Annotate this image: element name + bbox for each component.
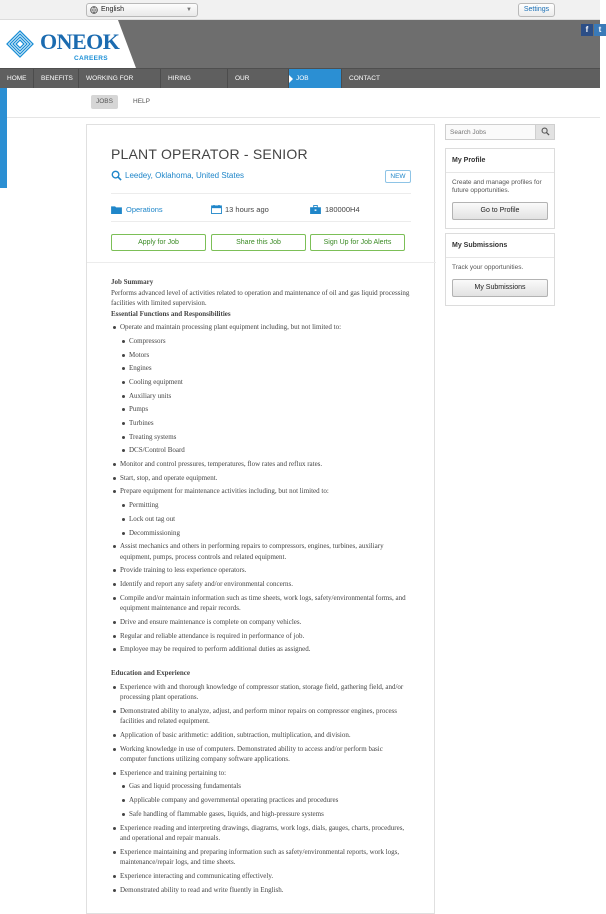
list-item: Experience interacting and communicating effectively. <box>111 871 411 882</box>
divider <box>111 221 411 222</box>
summary-heading: Job Summary <box>111 278 154 286</box>
profile-panel-text: Create and manage profiles for future opportunities. <box>452 179 542 194</box>
search-button[interactable] <box>535 125 554 139</box>
list-item: Experience reading and interpreting drawings, diagrams, work logs, dials, gauges, charts, procedures, and operational and repair manuals. <box>111 823 411 844</box>
list-item: Demonstrated ability to analyze, adjust, and perform minor repairs on compressor engines, process facilities and related equipment. <box>111 706 411 727</box>
maintenance-sublist <box>111 500 411 538</box>
language-select[interactable] <box>86 3 198 17</box>
nav-item-our[interactable] <box>228 69 289 89</box>
language-value: English <box>101 6 124 13</box>
nav-label: CONTACT <box>349 75 380 82</box>
list-item: Gas and liquid processing fundamentals <box>120 781 411 792</box>
nav-label: HIRING <box>168 75 191 82</box>
go-to-profile-button[interactable]: Go to Profile <box>452 202 548 220</box>
new-badge: NEW <box>385 170 411 183</box>
list-item: Auxiliary units <box>120 391 411 402</box>
brand-subtitle: CAREERS <box>74 55 108 62</box>
nav-item-benefits[interactable] <box>34 69 79 89</box>
job-description <box>111 277 411 895</box>
list-item: Decommissioning <box>120 528 411 539</box>
list-item: Operate and maintain processing plant equipment including, but not limited to: <box>111 322 411 333</box>
list-item: Lock out tag out <box>120 514 411 525</box>
equipment-sublist <box>111 336 411 456</box>
list-item: Permitting <box>120 500 411 511</box>
settings-button[interactable]: Settings <box>518 3 555 17</box>
main-nav <box>0 68 600 88</box>
spacer <box>111 655 411 668</box>
submissions-panel <box>445 233 555 306</box>
list-item: Start, stop, and operate equipment. <box>111 473 411 484</box>
nav-item-hiring[interactable] <box>161 69 228 89</box>
nav-item-contact[interactable] <box>342 69 402 89</box>
divider <box>111 193 411 194</box>
list-item: Cooling equipment <box>120 377 411 388</box>
list-item: Compile and/or maintain information such as time sheets, work logs, safety/environmental forms, and equipment maintenance and repair records. <box>111 593 411 614</box>
list-item: Prepare equipment for maintenance activities including, but not limited to: <box>111 486 411 497</box>
list-item: Drive and ensure maintenance is complete on company vehicles. <box>111 617 411 628</box>
list-item: Demonstrated ability to read and write fluently in English. <box>111 885 411 896</box>
list-item: Experience maintaining and preparing information such as safety/environmental reports, work logs, maintenance/repair logs, and time sheets. <box>111 847 411 868</box>
list-item: Experience with and thorough knowledge of compressor station, storage field, gathering field, and/or processing plant operations. <box>111 682 411 703</box>
calendar-icon <box>211 205 222 214</box>
list-item: Working knowledge in use of computers. Demonstrated ability to access and/or perform basic computer functions utilizing company software applications. <box>111 744 411 765</box>
list-item: Safe handling of flammable gases, liquids, and high-pressure systems <box>120 809 411 820</box>
search-box <box>445 124 555 140</box>
list-item: Provide training to less experience operators. <box>111 565 411 576</box>
posted-time: 13 hours ago <box>225 205 269 214</box>
nav-item-home[interactable] <box>0 69 34 89</box>
twitter-icon[interactable]: t <box>594 24 606 36</box>
list-item: Employee may be required to perform additional duties as assigned. <box>111 644 411 655</box>
divider <box>87 262 436 263</box>
education-heading: Education and Experience <box>111 668 190 677</box>
nav-label: HOME <box>7 75 27 82</box>
folder-icon <box>111 205 122 214</box>
side-accent-bar <box>0 88 7 188</box>
list-item: Engines <box>120 363 411 374</box>
education-list-cont <box>111 823 411 896</box>
list-item: Identify and report any safety and/or environmental concerns. <box>111 579 411 590</box>
essential-heading: Essential Functions and Responsibilities <box>111 309 231 318</box>
job-title: PLANT OPERATOR - SENIOR <box>111 146 308 162</box>
list-item: Assist mechanics and others in performing repairs to compressors, engines, turbines, auxiliary equipment, pumps, process controls and related equipment. <box>111 541 411 562</box>
job-alerts-button[interactable]: Sign Up for Job Alerts <box>310 234 405 251</box>
nav-item-working-for[interactable] <box>79 69 161 89</box>
profile-panel <box>445 148 555 229</box>
search-location-icon <box>111 170 122 181</box>
subnav-jobs[interactable]: JOBS <box>91 95 118 109</box>
list-item: Pumps <box>120 404 411 415</box>
share-button[interactable]: Share this Job <box>211 234 306 251</box>
nav-label: JOB <box>296 75 309 82</box>
chevron-down-icon: ▼ <box>186 7 192 13</box>
profile-panel-title: My Profile <box>446 149 554 173</box>
list-item: Treating systems <box>120 432 411 443</box>
globe-icon <box>90 6 98 14</box>
facebook-icon[interactable]: f <box>581 24 593 36</box>
submissions-panel-title: My Submissions <box>446 234 554 258</box>
submissions-panel-text: Track your opportunities. <box>452 264 524 271</box>
oneok-logo-icon[interactable] <box>6 30 34 58</box>
nav-label: WORKING FOR <box>86 75 134 82</box>
list-item: Motors <box>120 350 411 361</box>
list-item: Application of basic arithmetic: addition, subtraction, multiplication, and division. <box>111 730 411 741</box>
search-icon <box>541 127 550 136</box>
list-item: Experience and training pertaining to: <box>111 768 411 779</box>
list-item: Regular and reliable attendance is required in performance of job. <box>111 631 411 642</box>
list-item: Applicable company and governmental operating practices and procedures <box>120 795 411 806</box>
arrow-right-icon <box>289 75 293 83</box>
search-input[interactable] <box>446 125 536 139</box>
nav-label: BENEFITS <box>41 75 73 82</box>
apply-button[interactable]: Apply for Job <box>111 234 206 251</box>
my-submissions-button[interactable]: My Submissions <box>452 279 548 297</box>
essential-list-rest <box>111 541 411 655</box>
essential-list-cont <box>111 459 411 497</box>
list-item: Turbines <box>120 418 411 429</box>
summary-text: Performs advanced level of activities related to operation and maintenance of oil and gas liquid processing facilities with limited supervision. <box>111 288 410 307</box>
list-item: DCS/Control Board <box>120 445 411 456</box>
job-detail-card <box>86 124 435 914</box>
subnav-help[interactable]: HELP <box>133 98 150 105</box>
brand-name[interactable]: ONEOK <box>40 29 120 54</box>
list-item: Monitor and control pressures, temperatures, flow rates and reflux rates. <box>111 459 411 470</box>
job-category[interactable]: Operations <box>126 205 163 214</box>
briefcase-icon <box>310 205 321 214</box>
requisition-id: 180000H4 <box>325 205 360 214</box>
nav-label: OUR <box>235 75 250 82</box>
education-list <box>111 682 411 779</box>
essential-list <box>111 322 411 333</box>
nav-item-job[interactable] <box>289 69 342 89</box>
training-sublist <box>111 781 411 819</box>
job-location[interactable]: Leedey, Oklahoma, United States <box>125 171 245 180</box>
top-utility-bar <box>0 0 600 20</box>
list-item: Compressors <box>120 336 411 347</box>
